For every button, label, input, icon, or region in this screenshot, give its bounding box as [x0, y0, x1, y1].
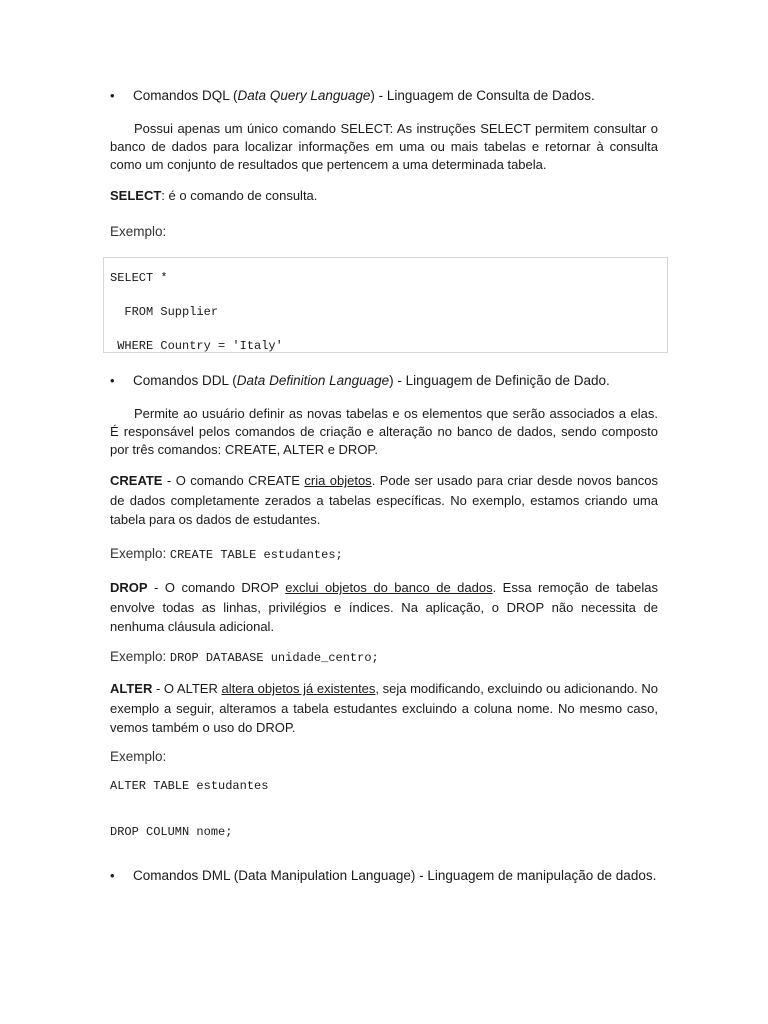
drop-link[interactable]: exclui objetos do banco de dados [285, 580, 493, 595]
ddl-bullet [110, 372, 670, 390]
alter-example-label: Exemplo: [110, 749, 167, 764]
code-line: FROM Supplier [110, 305, 219, 319]
ddl-description: Permite ao usuário definir as novas tabelas e os elementos que serão associados a elas. É responsável pelos comandos de criação e alteração no banco de dados, sendo composto por três comandos: CREATE, ALTER e DROP. [110, 406, 658, 457]
bullet-icon [110, 867, 124, 885]
select-definition: SELECT: é o comando de consulta. [110, 188, 318, 203]
alter-paragraph: ALTER - O ALTER altera objetos já existentes, seja modificando, excluindo ou adicionando. No exemplo a seguir, alteramos a tabela estudantes excluindo a coluna nome. No mesmo caso, vemos também o uso do DROP. [110, 681, 658, 735]
dml-bullet [110, 867, 670, 885]
bullet-icon [110, 87, 124, 105]
create-paragraph: CREATE - O comando CREATE cria objetos. Pode ser usado para criar desde novos bancos de dados completamente zerados a tabelas específicas. No exemplo, estamos criando uma tabela para os dados de estudantes. [110, 473, 658, 527]
dql-description: Possui apenas um único comando SELECT: As instruções SELECT permitem consultar o banco de dados para localizar informações em uma ou mais tabelas e retornar à consulta como um conjunto de resultados que pertencem a uma determinada tabela. [110, 121, 658, 172]
create-example-code: CREATE TABLE estudantes; [169, 548, 343, 562]
dml-bullet-text: Comandos DML (Data Manipulation Language) - Linguagem de manipulação de dados. [133, 868, 657, 883]
ddl-bullet-text: Comandos DDL (Data Definition Language) - Linguagem de Definição de Dado. [133, 373, 610, 388]
alter-code-line-2: DROP COLUMN nome; [110, 825, 233, 839]
bullet-icon [110, 372, 124, 390]
drop-paragraph: DROP - O comando DROP exclui objetos do banco de dados. Essa remoção de tabelas envolve todas as linhas, privilégios e índices. Na aplicação, o DROP não necessita de nenhuma cláusula adicional. [110, 580, 658, 634]
alter-link[interactable]: altera objetos já existentes [221, 681, 376, 696]
dql-bullet [110, 87, 670, 105]
create-link[interactable]: cria objetos [304, 473, 372, 488]
dql-code-block [103, 257, 668, 353]
code-line: SELECT * [110, 271, 168, 285]
dql-bullet-text: Comandos DQL (Data Query Language) - Linguagem de Consulta de Dados. [133, 88, 595, 103]
drop-example-code: DROP DATABASE unidade_centro; [169, 651, 379, 665]
code-line: WHERE Country = 'Italy' [110, 339, 283, 353]
create-example: Exemplo: CREATE TABLE estudantes; [110, 546, 343, 562]
drop-example: Exemplo: DROP DATABASE unidade_centro; [110, 649, 379, 665]
alter-code-line-1: ALTER TABLE estudantes [110, 779, 269, 793]
dql-example-label: Exemplo: [110, 224, 167, 239]
